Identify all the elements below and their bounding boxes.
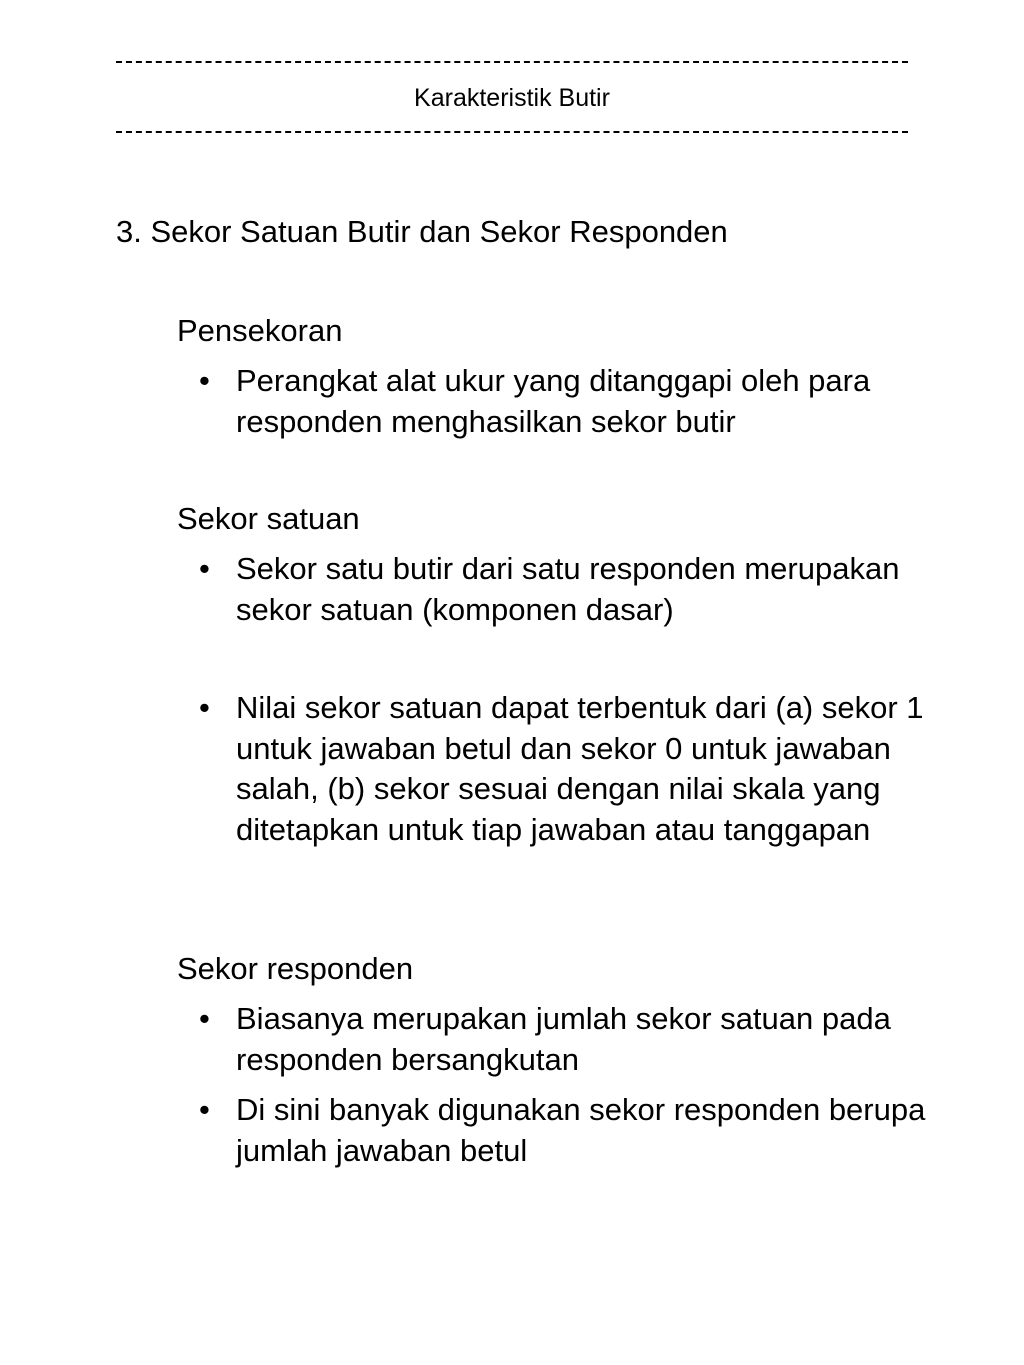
bullet-item bbox=[199, 999, 974, 1080]
bullet-item bbox=[199, 549, 974, 630]
bullet-icon: • bbox=[199, 1001, 210, 1036]
bullet-text: Nilai sekor satuan dapat terbentuk dari (a) sekor 1 untuk jawaban betul dan sekor 0 untuk jawaban salah, (b) sekor sesuai dengan nilai skala yang ditetapkan untuk tiap jawaban atau tanggapan bbox=[236, 690, 924, 847]
section-heading: 3. Sekor Satuan Butir dan Sekor Responden bbox=[116, 214, 728, 249]
bullet-icon: • bbox=[199, 1092, 210, 1127]
bullet-item bbox=[199, 688, 974, 850]
subheading-sekor-responden: Sekor responden bbox=[177, 951, 414, 986]
bullet-icon: • bbox=[199, 690, 210, 725]
subheading-pensekoran: Pensekoran bbox=[177, 313, 343, 348]
header-top-divider bbox=[116, 61, 908, 63]
header-title: Karakteristik Butir bbox=[414, 84, 610, 112]
bullet-icon: • bbox=[199, 363, 210, 398]
bullet-item bbox=[199, 1090, 974, 1171]
bullet-item bbox=[199, 361, 974, 442]
bullet-text: Sekor satu butir dari satu responden merupakan sekor satuan (komponen dasar) bbox=[236, 551, 900, 627]
header-bottom-divider bbox=[116, 131, 908, 133]
bullet-text: Di sini banyak digunakan sekor responden berupa jumlah jawaban betul bbox=[236, 1092, 926, 1168]
bullet-icon: • bbox=[199, 551, 210, 586]
subheading-sekor-satuan: Sekor satuan bbox=[177, 501, 360, 536]
bullet-text: Perangkat alat ukur yang ditanggapi oleh para responden menghasilkan sekor butir bbox=[236, 363, 871, 439]
bullet-text: Biasanya merupakan jumlah sekor satuan pada responden bersangkutan bbox=[236, 1001, 891, 1077]
